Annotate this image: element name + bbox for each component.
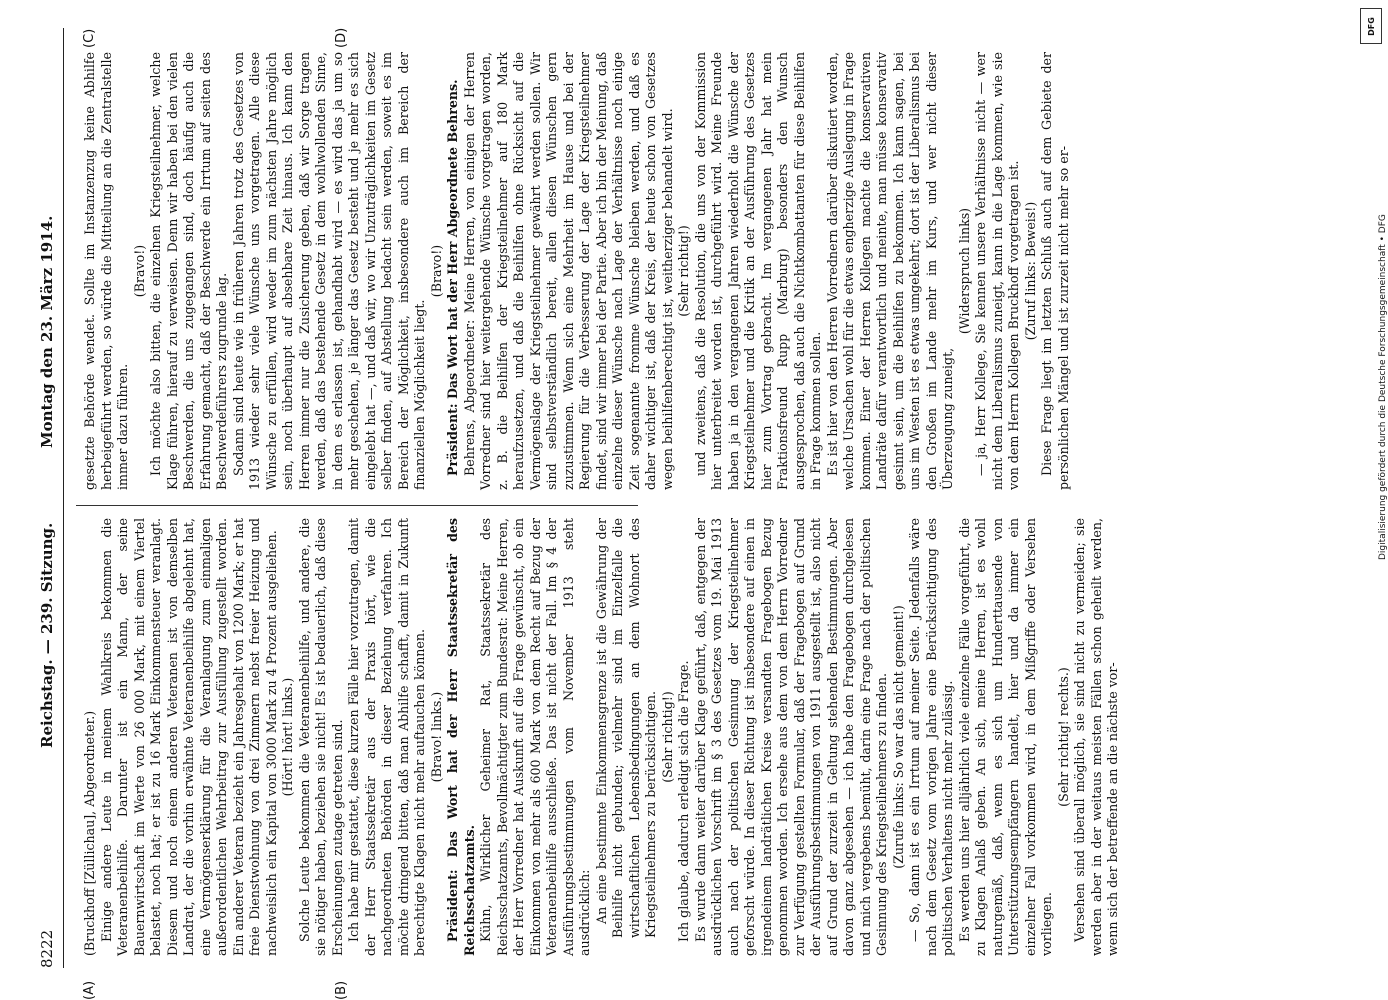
page-header bbox=[34, 28, 64, 968]
paragraph: Ich möchte also bitten, die einzelnen Kriegsteilnehmer, welche Klage führen, hierauf zu verweisen. Denn wir haben bei den vielen Beschwerden, die uns zugegangen sind, doch häufig auch die Erfahrung gemacht, daß der Beschwerde ein Irrtum auf seiten des Beschwerdeführers zugrunde lag. bbox=[148, 52, 229, 490]
margin-marker-b: (B) bbox=[334, 980, 349, 1000]
header-left-title: Reichstag. — 239. Sitzung. bbox=[38, 522, 56, 748]
interjection: (Bravo!) bbox=[428, 244, 444, 298]
interjection: (Widerspruch links) bbox=[956, 207, 972, 335]
interjection: (Sehr richtig!) bbox=[659, 691, 675, 783]
paragraph: und zweitens, daß die Resolution, die uns von der Kommission hier unterbreitet worden ist, durchgeführt wird. Meine Freunde haben ja in den vergangenen Jahren wiederholt die Wünsche der Kriegsteilnehmer und die Kritik an der Ausführung des Gesetzes hier zum Vortrag gebracht. Im vergangenen Jahr hat mein Fraktionsfreund Rupp (Marburg) besonders den Wunsch ausgesprochen, daß auch die Nichtkombattanten für diese Beihilfen in Frage kommen sollen. bbox=[692, 52, 823, 490]
paragraph: Es wurde dann weiter darüber Klage geführt, daß, entgegen der ausdrücklichen Vorschrift im § 3 des Gesetzes vom 19. Mai 1913 auch nach der politischen Gesinnung der Kriegsteilnehmer geforscht würde. In dieser Richtung ist insbesondere auf einen in irgendeinem landrätlichen Kreise versandten Fragebogen Bezug genommen worden. Ich ersehe aus dem von dem Herrn Vorredner zur Verfügung gestellten Formular, daß der Fragebogen auf Grund der Ausführungsbestimmungen von 1911 ausgestellt ist, also nicht auf Grund der zurzeit in Geltung stehenden Bestimmungen. Aber davon ganz abgesehen — ich habe den Fragebogen durchgelesen und mich vergebens bemüht, darin eine Frage nach der politischen Gesinnung des Kriegsteilnehmers zu finden. bbox=[692, 518, 889, 956]
speech-paragraph: Behrens, Abgeordneter: Meine Herren, von einigen der Herren Vorredner sind hier weitergehende Wünsche vorgetragen worden, z. B. die Beihilfen der Kriegsteilnehmer auf 180 Mark heraufzusetzen, und daß die Beihilfen ohne Rücksicht auf die Vermögenslage der Kriegsteilnehmer gewährt werden sollen. Wir sind selbstverständlich bereit, allen diesen Wünschen gern zuzustimmen. Wenn sich eine Mehrheit im Hause und bei der Regierung für die Verbesserung der Lage der Kriegsteilnehmer findet, sind wir immer bei der Partie. Aber ich bin der Meinung, daß einzelne dieser Wünsche nach Lage der Verhältnisse noch einige Zeit sogenannte fromme Wünsche bleiben werden, und daß es daher wichtiger ist, daß der Kreis, der heute schon von Gesetzes wegen beihilfenberechtigt ist, weitherziger behandelt wird. bbox=[461, 52, 675, 490]
paragraph: — ja, Herr Kollege, Sie kennen unsere Verhältnisse nicht — wer nicht dem Liberalismus zuneigt, kann in die Lage kommen, wie sie von dem Herrn Kollegen Bruckhoff vorgetragen ist. bbox=[973, 52, 1021, 490]
page-number: 8222 bbox=[38, 929, 56, 968]
interjection: (Zuruf links: Beweis!) bbox=[1022, 201, 1038, 341]
margin-marker-d: (D) bbox=[334, 27, 349, 48]
paragraph: Einige andere Leute in meinem Wahlkreis bekommen die Veteranenbeihilfe. Darunter ist ein Mann, der seine Bauernwirtschaft im Werte von 26 000 Mark, mit einem Viertel belastet, noch hat; er ist zu 16 Mark Einkommensteuer veranlagt. Diesem und noch einem anderen Veteranen ist von demselben Landrat, der die vorhin erwähnte Veteranenbeihilfe abgelehnt hat, eine Vermögenserklärung für die Veranlagung zum einmaligen außerordentlichen Wehrbeitrag zur Ausfüllung zugestellt worden. Ein anderer Veteran bezieht ein Jahresgehalt von 1200 Mark; er hat freie Dienstwohnung von drei Zimmern nebst freier Heizung und nachweislich ein Kapital von 3000 Mark zu 4 Prozent ausgeliehen. bbox=[98, 518, 279, 956]
speaker-note: (Bruckhoff [Züllichau], Abgeordneter.) bbox=[82, 710, 97, 956]
paragraph: gesetzte Behörde wendet. Sollte im Instanzenzug keine Abhilfe herbeigeführt werden, so würde die Mitteilung an die Zentralstelle immer dazu führen. bbox=[82, 52, 130, 490]
margin-marker-c: (C) bbox=[82, 28, 97, 48]
paragraph: Solche Leute bekommen die Veteranenbeihilfe, und andere, die sie nötiger haben, beziehen sie nicht! Es ist bedauerlich, daß diese Erscheinungen zutage getreten sind. bbox=[296, 518, 345, 956]
column-divider bbox=[76, 505, 638, 506]
rotated-page-content bbox=[34, 27, 1334, 1000]
interjection: (Bravo!) bbox=[131, 244, 147, 298]
digitization-credit: Digitalisierung gefördert durch die Deutsche Forschungsgemeinschaft • DFG bbox=[1378, 214, 1388, 560]
president-announcement: Präsident: Das Wort hat der Herr Abgeordnete Behrens. bbox=[445, 79, 460, 476]
header-right-title: Montag den 23. März 1914. bbox=[38, 215, 56, 448]
interjection: (Bravo! links.) bbox=[428, 691, 444, 783]
paragraph: Diese Frage liegt im letzten Schluß auch auf dem Gebiete der persönlichen Mängel und ist zurzeit nicht mehr so er- bbox=[1039, 52, 1071, 490]
speech-paragraph: Kühn, Wirklicher Geheimer Rat, Staatssekretär des Reichsschatzamts, Bevollmächtigter zum Bundesrat: Meine Herren, der Herr Vorredner hat Auskunft auf die Frage gewünscht, ob ein Einkommen von mehr als 600 Mark von dem Recht auf Bezug der Veteranenbeihilfe ausschließe. Das ist nicht der Fall. Im § 4 der Ausführungsbestimmungen vom November 1913 steht ausdrücklich: bbox=[478, 518, 592, 956]
interjection: (Zurufe links: So war das nicht gemeint!) bbox=[890, 605, 906, 869]
column-left bbox=[82, 518, 1122, 956]
paragraph: — So, dann ist es ein Irrtum auf meiner Seite. Jedenfalls wäre nach dem Gesetz vom vorigen Jahre eine Berücksichtigung des politischen Verhaltens nicht mehr zulässig. bbox=[907, 518, 955, 956]
president-announcement: Präsident: Das Wort hat der Herr Staatssekretär des Reichsschatzamts. bbox=[445, 518, 477, 956]
paragraph: Sodann sind heute wie in früheren Jahren trotz des Gesetzes von 1913 wieder sehr viele Wünsche uns vorgetragen. Alle diese Wünsche zu erfüllen, wird weder im zum nächsten Jahre möglich sein, noch überhaupt auf absehbare Zeit hinaus. Ich kann den Herren immer nur die Zusicherung geben, daß wir Sorge tragen werden, daß das bestehende Gesetz in dem wohlwollenden Sinne, in dem es erlassen ist, gehandhabt wird — es wird das ja um so mehr geschehen, je länger das Gesetz besteht und je mehr es sich eingelebt hat —, und daß wir, wo wir Unzuträglichkeiten im Gesetz selber finden, auf Abstellung bedacht sein werden, soweit es im Bereich der Möglichkeit, insbesondere auch im Bereich der finanziellen Möglichkeit liegt. bbox=[230, 52, 427, 490]
paragraph: Versehen sind überall möglich, sie sind nicht zu vermeiden; sie werden aber in der weitaus meisten Fällen schon geheilt werden, wenn sich der betreffende an die nächste vor- bbox=[1072, 518, 1120, 956]
interjection: (Sehr richtig! rechts.) bbox=[1055, 667, 1071, 807]
dfg-logo-text: DFG bbox=[1366, 16, 1376, 36]
column-right bbox=[82, 52, 1072, 490]
dfg-logo bbox=[1360, 8, 1382, 44]
interjection: (Hört! hört! links.) bbox=[280, 677, 295, 797]
paragraph: Ich glaube, dadurch erledigt sich die Frage. bbox=[676, 660, 691, 942]
margin-marker-a: (A) bbox=[82, 980, 97, 1000]
paragraph: Es werden uns hier alljährlich viele einzelne Fälle vorgeführt, die zu Klagen Anlaß geben. An sich, meine Herren, ist es wohl naturgemäß, daß, wenn es sich um Hunderttausende von Unterstützungsempfängern handelt, hier und da immer ein einzelner Fall vorkommen wird, in dem Mißgriffe oder Versehen vorliegen. bbox=[956, 518, 1054, 956]
quoted-regulation: An eine bestimmte Einkommensgrenze ist die Gewährung der Beihilfe nicht gebunden; vielmehr sind im Einzelfalle die wirtschaftlichen Lebensbedingungen an dem Wohnort des Kriegsteilnehmers zu berücksichtigen. bbox=[593, 518, 658, 938]
paragraph: Ich habe mir gestattet, diese kurzen Fälle hier vorzutragen, damit der Herr Staatssekretär aus der Praxis hört, wie die nachgeordneten Behörden in dieser Beziehung verfahren. Ich möchte dringend bitten, daß man Abhilfe schafft, damit in Zukunft berechtigte Klagen nicht mehr auftauchen können. bbox=[346, 518, 427, 956]
interjection: (Sehr richtig!) bbox=[676, 225, 691, 317]
paragraph: Es ist hier von den Herren Vorrednern darüber diskutiert worden, welche Ursachen wohl für die etwas engherzige Auslegung in Frage kommen. Einer der Herren Kollegen machte die konservativen Landräte dafür verantwortlich und meinte, man müsse konservativ gesinnt sein, um die Beihilfen zu bekommen. Ich kann sagen, bei uns im Westen ist es etwas umgekehrt; dort ist der Liberalismus bei den Großen im Lande mehr im Kurs, und wer nicht dieser Überzeugung zuneigt, bbox=[824, 52, 955, 490]
